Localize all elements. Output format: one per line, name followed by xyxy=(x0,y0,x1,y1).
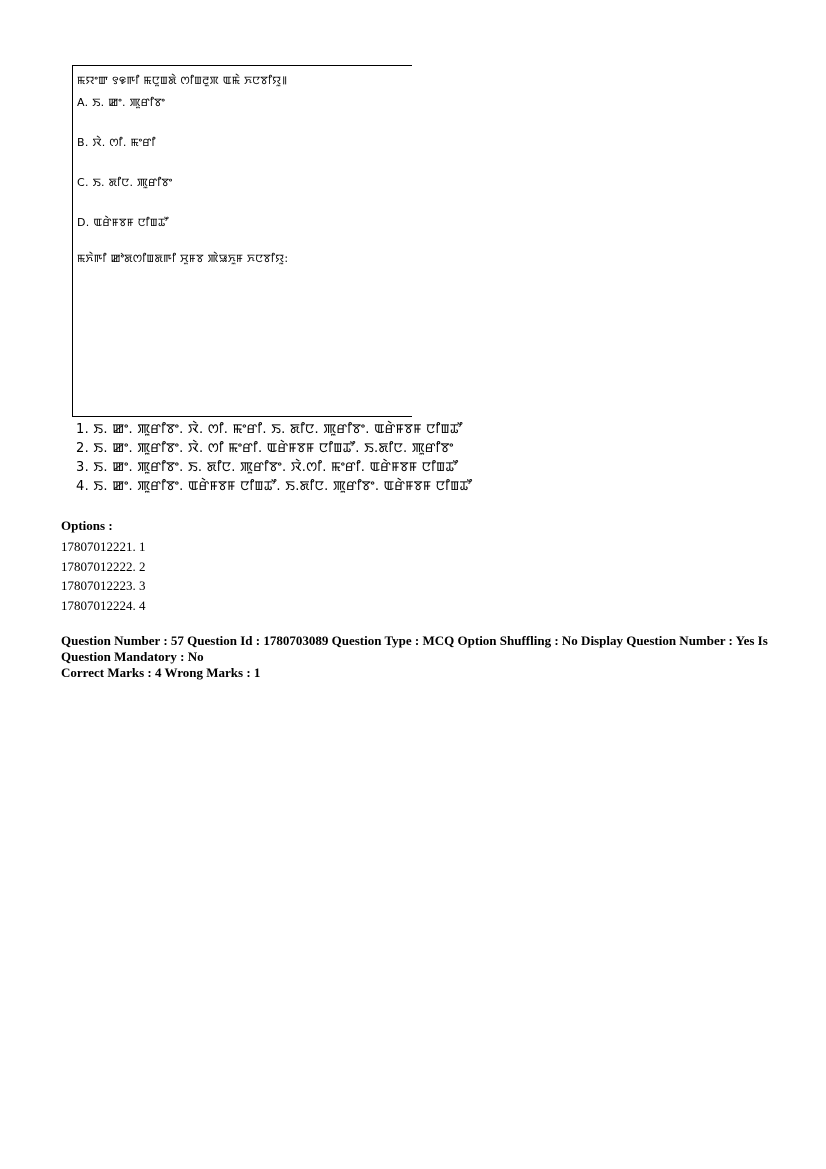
metadata-line: Question Number : 57 Question Id : 1780703089 Question Type : MCQ Option Shuffling : No Display Question Number : Yes Is xyxy=(61,633,768,648)
answer-row: 4. ꯏ. ꯀꯦ. ꯄꯨꯔꯤꯕꯦ. ꯑꯔꯥꯝꯕꯝ ꯅꯤꯡꯊꯧ. ꯏ.ꯗꯤꯅ. ꯄꯨꯔꯤꯕꯦ. ꯑꯔꯥꯝꯕꯝ ꯅꯤꯡꯊꯧ xyxy=(76,479,473,494)
answer-combinations xyxy=(76,420,472,496)
answer-row: 1. ꯏ. ꯀꯦ. ꯄꯨꯔꯤꯕꯦ. ꯋꯥ. ꯁꯤ. ꯃꯦꯔꯤ. ꯏ. ꯗꯤꯅ. ꯄꯨꯔꯤꯕꯦ. ꯑꯔꯥꯝꯕꯝ ꯅꯤꯡꯊꯧ xyxy=(76,422,463,437)
marks-line: Correct Marks : 4 Wrong Marks : 1 xyxy=(61,665,261,680)
question-option-b: B. ꯋꯥ. ꯁꯤ. ꯃꯦꯔꯤ xyxy=(77,136,156,149)
option-item: 17807012224. 4 xyxy=(61,597,146,613)
question-stem: ꯃꯌꯦꯛ ꯱꯶ꯒꯤ ꯃꯅꯨꯡꯗꯥ ꯁꯤꯡꯂꯨꯞ ꯑꯃꯥ ꯈꯅꯕꯤꯌꯨ꯫ xyxy=(77,74,288,87)
options-heading: Options : xyxy=(61,518,113,533)
question-instruction: ꯃꯈꯥꯒꯤ ꯀꯣꯗꯁꯤꯡꯗꯒꯤ ꯆꯨꯝꯕ ꯄꯥꯎꯈꯨꯝ ꯈꯅꯕꯤꯌꯨ: xyxy=(77,252,289,265)
metadata-line: Question Mandatory : No xyxy=(61,649,204,664)
answer-row: 3. ꯏ. ꯀꯦ. ꯄꯨꯔꯤꯕꯦ. ꯏ. ꯗꯤꯅ. ꯄꯨꯔꯤꯕꯦ. ꯋꯥ.ꯁꯤ. ꯃꯦꯔꯤ. ꯑꯔꯥꯝꯕꯝ ꯅꯤꯡꯊꯧ xyxy=(76,460,459,475)
question-option-d: D. ꯑꯔꯥꯝꯕꯝ ꯅꯤꯡꯊꯧ xyxy=(77,216,169,229)
question-option-c: C. ꯏ. ꯗꯤꯅ. ꯄꯨꯔꯤꯕꯦ xyxy=(77,176,173,189)
question-metadata xyxy=(61,633,768,681)
answer-row: 2. ꯏ. ꯀꯦ. ꯄꯨꯔꯤꯕꯦ. ꯋꯥ. ꯁꯤ ꯃꯦꯔꯤ. ꯑꯔꯥꯝꯕꯝ ꯅꯤꯡꯊꯧ. ꯏ.ꯗꯤꯅ. ꯄꯨꯔꯤꯕꯦ xyxy=(76,441,454,456)
option-item: 17807012222. 2 xyxy=(61,558,146,574)
option-item: 17807012223. 3 xyxy=(61,578,146,593)
question-box xyxy=(72,65,412,417)
option-item: 17807012221. 1 xyxy=(61,539,146,554)
options-list xyxy=(61,537,146,615)
question-option-a: A. ꯏ. ꯀꯦ. ꯄꯨꯔꯤꯕꯦ xyxy=(77,96,166,109)
